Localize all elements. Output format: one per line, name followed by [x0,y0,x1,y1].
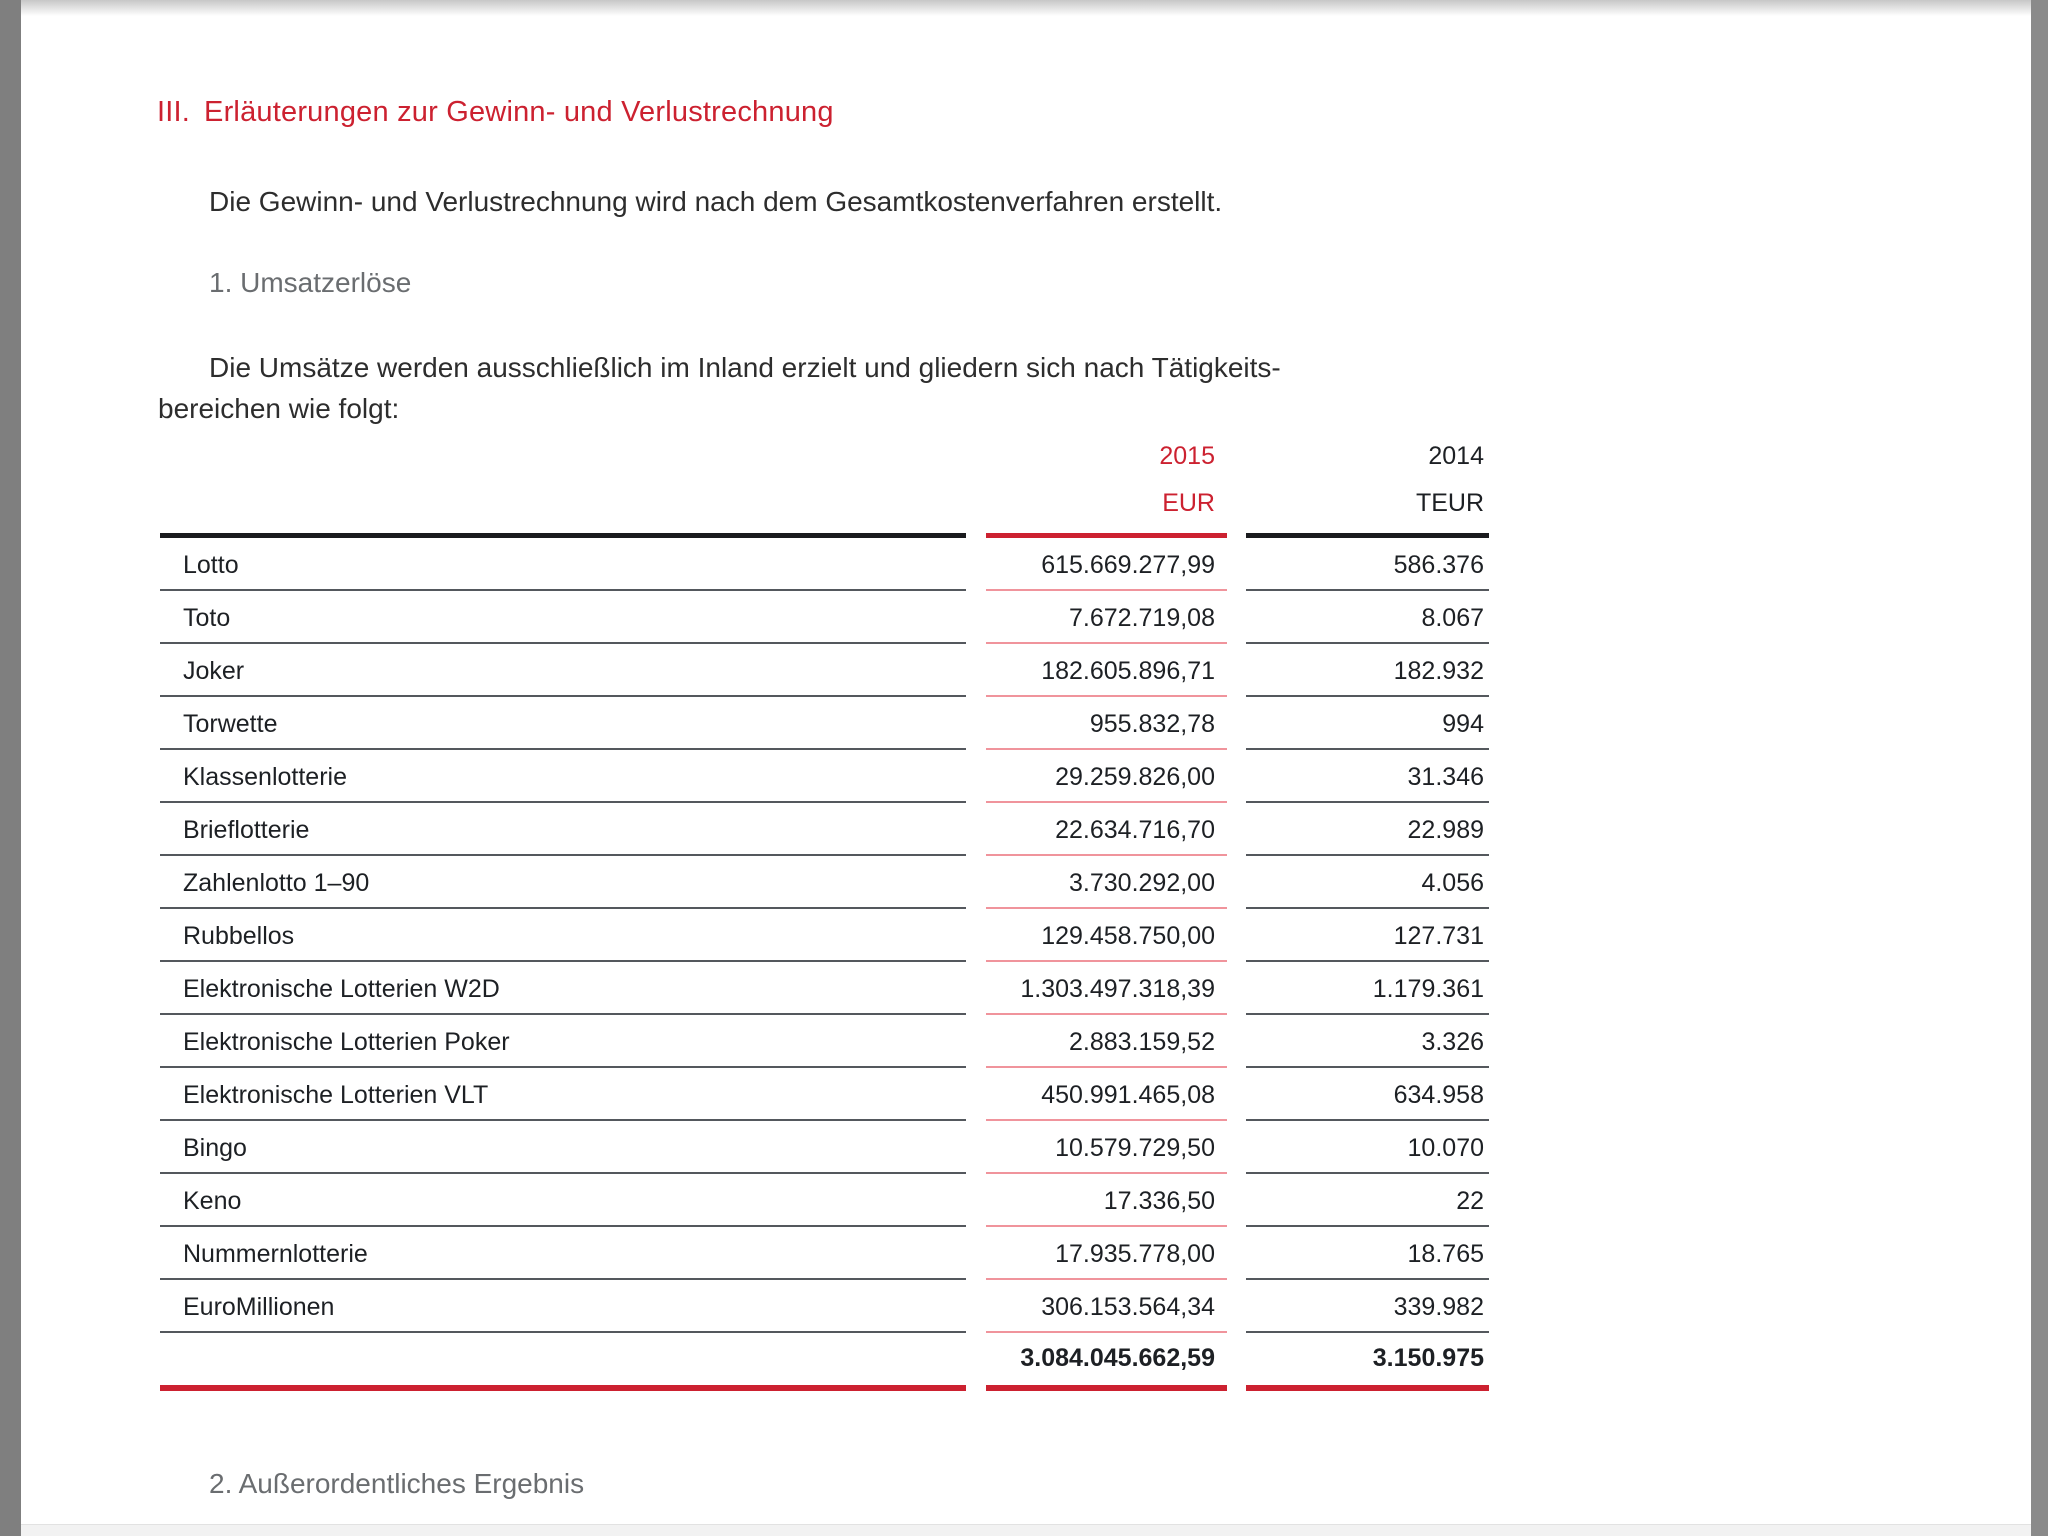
row-label: Klassenlotterie [160,750,966,803]
row-eur-value: 17.336,50 [986,1174,1227,1227]
viewer-background-left [0,0,21,1536]
row-eur-value: 22.634.716,70 [986,803,1227,856]
table-row [160,803,1489,856]
section-title [157,96,834,129]
revenue-table [160,441,1489,1391]
table-row [160,591,1489,644]
row-label: Lotto [160,538,966,591]
subsection-2-title: 2. Außerordentliches Ergebnis [209,1468,585,1499]
row-label: Joker [160,644,966,697]
row-label: Bingo [160,1121,966,1174]
row-eur-value: 306.153.564,34 [986,1280,1227,1333]
header-column-2014 [1246,441,1489,538]
row-teur-value: 182.932 [1246,644,1489,697]
table-row [160,909,1489,962]
page-top-shadow [21,0,2031,16]
total-teur-value: 3.150.975 [1246,1333,1489,1391]
row-label: Elektronische Lotterien Poker [160,1015,966,1068]
table-row [160,1121,1489,1174]
column-unit-eur: EUR [1162,489,1215,517]
row-teur-value: 3.326 [1246,1015,1489,1068]
intro-paragraph: Die Gewinn- und Verlustrechnung wird nach dem Gesamtkostenverfahren erstellt. [209,186,1223,217]
revenue-intro-line-1: Die Umsätze werden ausschließlich im Inland erzielt und gliedern sich nach Tätigkeits- [209,352,1281,383]
row-eur-value: 29.259.826,00 [986,750,1227,803]
row-label: Brieflotterie [160,803,966,856]
row-teur-value: 586.376 [1246,538,1489,591]
row-eur-value: 3.730.292,00 [986,856,1227,909]
table-row [160,1280,1489,1333]
row-label: Zahlenlotto 1–90 [160,856,966,909]
subsection-1-title: 1. Umsatzerlöse [209,267,412,298]
row-teur-value: 994 [1246,697,1489,750]
row-eur-value: 17.935.778,00 [986,1227,1227,1280]
table-header [160,441,1489,538]
section-title-text: Erläuterungen zur Gewinn- und Verlustrechnung [204,96,834,128]
table-row [160,750,1489,803]
row-label: Torwette [160,697,966,750]
row-teur-value: 127.731 [1246,909,1489,962]
row-teur-value: 339.982 [1246,1280,1489,1333]
row-teur-value: 1.179.361 [1246,962,1489,1015]
row-label: Elektronische Lotterien VLT [160,1068,966,1121]
column-year-2014: 2014 [1428,442,1484,470]
header-column-2015 [986,441,1227,538]
table-row [160,962,1489,1015]
viewer-background-right [2031,0,2048,1536]
row-teur-value: 22.989 [1246,803,1489,856]
row-eur-value: 182.605.896,71 [986,644,1227,697]
table-row [160,856,1489,909]
revenue-intro-line-2: bereichen wie folgt: [158,393,400,424]
row-label: EuroMillionen [160,1280,966,1333]
table-total-row [160,1333,1489,1391]
header-label-column [160,441,966,538]
row-eur-value: 1.303.497.318,39 [986,962,1227,1015]
row-eur-value: 10.579.729,50 [986,1121,1227,1174]
section-numeral: III. [157,96,191,128]
row-teur-value: 31.346 [1246,750,1489,803]
revenue-intro-paragraph [158,347,1281,429]
row-eur-value: 450.991.465,08 [986,1068,1227,1121]
row-eur-value: 955.832,78 [986,697,1227,750]
table-row [160,1227,1489,1280]
table-row [160,644,1489,697]
row-label: Elektronische Lotterien W2D [160,962,966,1015]
row-eur-value: 129.458.750,00 [986,909,1227,962]
row-teur-value: 22 [1246,1174,1489,1227]
table-row [160,1068,1489,1121]
table-row [160,538,1489,591]
page-bottom-strip [21,1524,2031,1536]
row-teur-value: 4.056 [1246,856,1489,909]
row-teur-value: 18.765 [1246,1227,1489,1280]
table-body [160,538,1489,1333]
row-teur-value: 634.958 [1246,1068,1489,1121]
row-label: Toto [160,591,966,644]
total-eur-value: 3.084.045.662,59 [986,1333,1227,1391]
table-row [160,1174,1489,1227]
row-eur-value: 7.672.719,08 [986,591,1227,644]
row-eur-value: 2.883.159,52 [986,1015,1227,1068]
table-row [160,697,1489,750]
column-year-2015: 2015 [1159,442,1215,470]
row-label: Rubbellos [160,909,966,962]
table-row [160,1015,1489,1068]
row-eur-value: 615.669.277,99 [986,538,1227,591]
total-label [160,1333,966,1391]
column-unit-teur: TEUR [1415,489,1484,517]
row-teur-value: 8.067 [1246,591,1489,644]
row-teur-value: 10.070 [1246,1121,1489,1174]
row-label: Nummernlotterie [160,1227,966,1280]
row-label: Keno [160,1174,966,1227]
